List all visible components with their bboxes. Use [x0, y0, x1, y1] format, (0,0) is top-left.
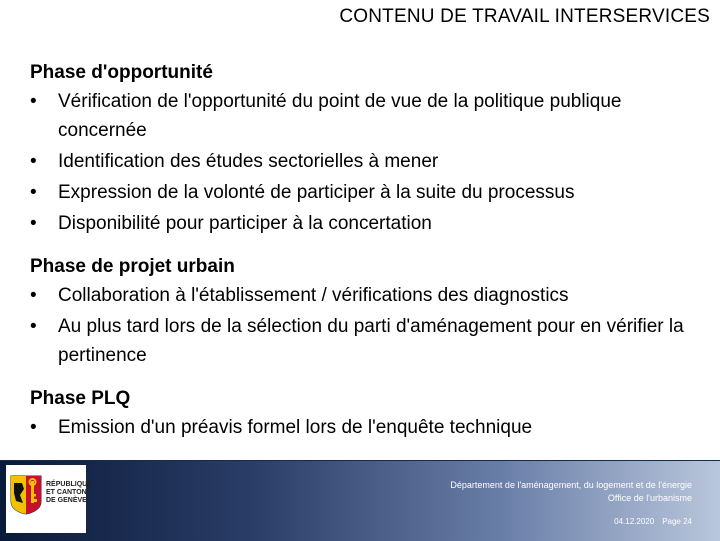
list-item: [30, 147, 690, 176]
bullet-glyph: •: [30, 316, 37, 337]
bullet-glyph: •: [30, 91, 37, 112]
list-item: [30, 87, 690, 145]
slide-date: 04.12.2020: [614, 517, 655, 526]
logo-line: RÉPUBLIQUE: [46, 481, 92, 488]
list-item-text: Vérification de l'opportunité du point de vue de la politique publique concernée: [58, 91, 622, 141]
bullet-list: [30, 281, 690, 370]
phase-heading: Phase de projet urbain: [30, 256, 235, 277]
canton-logo: [6, 465, 92, 533]
slide-title: CONTENU DE TRAVAIL INTERSERVICES: [339, 6, 710, 27]
section-projet-urbain: [30, 252, 690, 370]
list-item: [30, 281, 690, 310]
bullet-list: [30, 87, 690, 238]
slide-content: [30, 58, 690, 456]
logo-line: DE GENÈVE: [46, 497, 87, 504]
list-item-text: Collaboration à l'établissement / vérifications des diagnostics: [58, 285, 569, 306]
footer-meta: [614, 517, 692, 526]
list-item: [30, 178, 690, 207]
bullet-glyph: •: [30, 151, 37, 172]
bullet-glyph: •: [30, 182, 37, 203]
office-name: Office de l'urbanisme: [607, 493, 692, 503]
logo-text: [46, 481, 92, 505]
department-name: Département de l'aménagement, du logement et de l'énergie: [450, 480, 692, 490]
section-plq: [30, 384, 690, 442]
phase-heading: Phase d'opportunité: [30, 62, 213, 83]
bullet-list: [30, 413, 690, 442]
list-item-text: Au plus tard lors de la sélection du parti d'aménagement pour en vérifier la pertinence: [58, 316, 684, 366]
list-item-text: Identification des études sectorielles à mener: [58, 151, 439, 172]
footer-department: [450, 479, 692, 505]
geneva-crest-icon: [10, 475, 42, 515]
bullet-glyph: •: [30, 285, 37, 306]
phase-heading: Phase PLQ: [30, 388, 131, 409]
list-item-text: Expression de la volonté de participer à la suite du processus: [58, 182, 575, 203]
list-item: [30, 312, 690, 370]
page-number: Page 24: [662, 517, 692, 526]
slide-footer: [0, 460, 720, 541]
list-item: [30, 209, 690, 238]
bullet-glyph: •: [30, 213, 37, 234]
list-item-text: Emission d'un préavis formel lors de l'enquête technique: [58, 417, 533, 438]
bullet-glyph: •: [30, 417, 37, 438]
list-item-text: Disponibilité pour participer à la concertation: [58, 213, 432, 234]
logo-line: ET CANTON: [46, 489, 87, 496]
list-item: [30, 413, 690, 442]
section-opportunite: [30, 58, 690, 238]
